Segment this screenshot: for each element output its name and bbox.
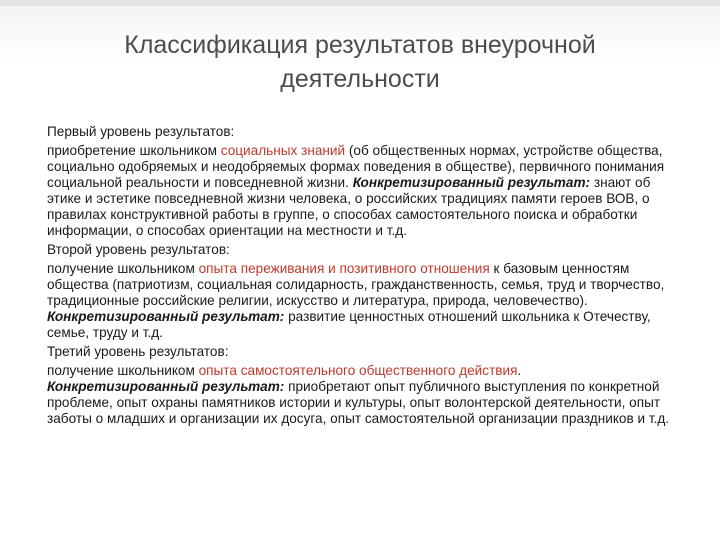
level-1-result-text: знают об этике и эстетике повседневной жизни человека, о российских традициях памяти героев ВОВ, о правилах конструктивной работы в группе, о способах самостоятельного поиска и обработки информации, о способах ориентации на местности и т.д.	[47, 175, 651, 238]
title-line-1: Классификация результатов внеурочной	[124, 31, 596, 59]
slide-title	[40, 28, 680, 96]
level-2-result-label: Конкретизированный результат:	[47, 309, 285, 324]
level-3-result-label: Конкретизированный результат:	[47, 379, 285, 394]
title-line-2: деятельности	[280, 65, 440, 93]
level-3-result	[47, 379, 687, 427]
level-1-text-a: приобретение школьником	[47, 143, 221, 158]
slide-content	[47, 124, 687, 427]
level-1-result-label: Конкретизированный результат:	[352, 175, 591, 190]
level-3-highlight: опыта самостоятельного общественного действия	[198, 363, 518, 378]
level-1-highlight: социальных знаний	[220, 143, 346, 158]
level-2-result-text: развитие ценностных отношений школьника к Отечеству, семье, труду и т.д.	[47, 309, 651, 340]
level-2-text-a: получение школьником	[47, 261, 199, 276]
level-3-text-a: получение школьником	[47, 363, 199, 378]
top-band	[0, 0, 720, 6]
level-3-text-b: .	[517, 363, 522, 378]
level-2-heading: Второй уровень результатов:	[47, 242, 230, 257]
level-2-body	[47, 261, 687, 309]
level-2-result	[47, 309, 687, 341]
level-1-body	[47, 143, 687, 239]
level-3-result-text: приобретают опыт публичного выступления по конкретной проблеме, опыт охраны памятников истории и культуры, опыт волонтерской деятельности, опыт заботы о младших и организации их досуга, опыт самостоятельной организации праздников и т.д.	[47, 379, 670, 426]
level-2-highlight: опыта переживания и позитивного отношения	[198, 261, 490, 276]
level-1-text-b: (об общественных нормах, устройстве общества, социально одобряемых и неодобряемых формах поведения в обществе), первичного понимания социальной реальности и повседневной жизни.	[47, 143, 665, 190]
level-3-heading: Третий уровень результатов:	[47, 344, 229, 359]
level-2-text-b: к базовым ценностям общества (патриотизм, социальная солидарность, гражданственность, семья, труд и творчество, традиционные российские религии, искусство и литература, природа, человечество).	[47, 261, 665, 308]
level-1-heading: Первый уровень результатов:	[47, 124, 235, 139]
level-3-body	[47, 363, 687, 379]
